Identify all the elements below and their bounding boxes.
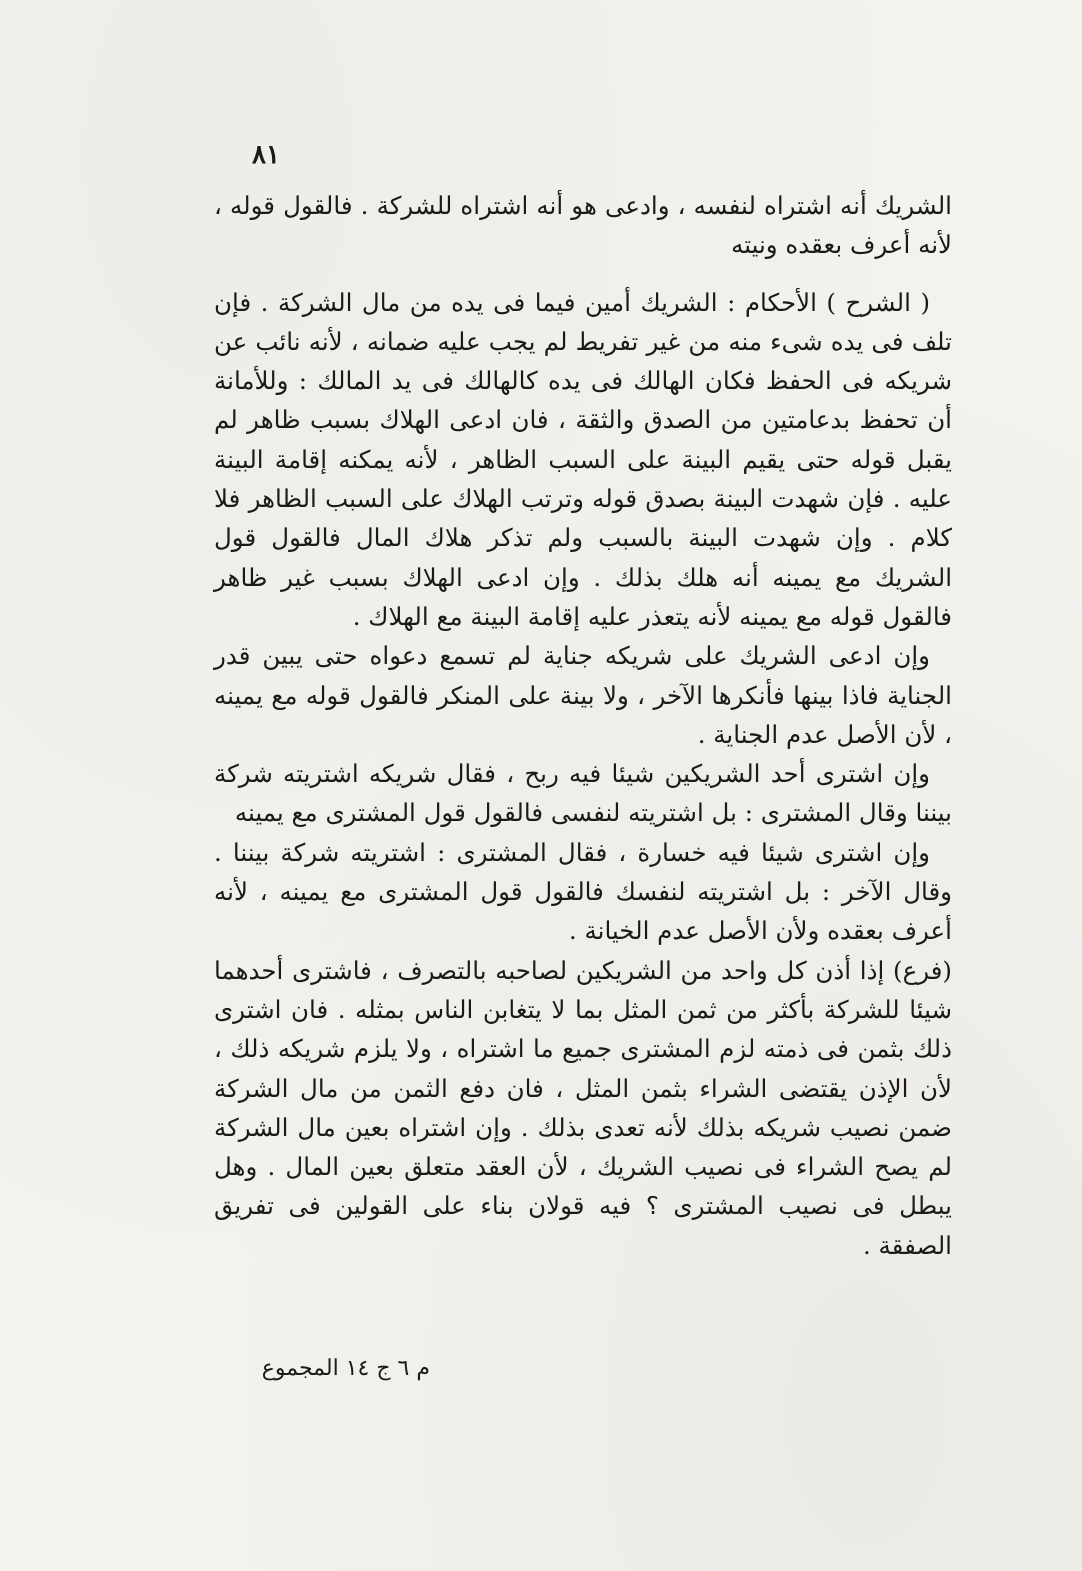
page-number: ٨١ [252, 140, 280, 170]
paragraph-khasara: وإن اشترى شيئا فيه خسارة ، فقال المشترى : اشتريته شركة بيننا . وقال الآخر : بل اشتريته لنفسك فالقول قول المشترى مع يمينه ، لأنه أعرف بعقده ولأن الأصل عدم الخيانة . [214, 837, 952, 946]
page-footer: م ٦ ج ١٤ المجموع [261, 1356, 430, 1381]
body-text [214, 186, 952, 1265]
paragraph-intro: الشريك أنه اشتراه لنفسه ، وادعى هو أنه اشتراه للشركة . فالقول قوله ، لأنه أعرف بعقده ونيته [214, 191, 952, 260]
paragraph-sharh-ahkam: ( الشرح ) الأحكام : الشريك أمين فيما فى يده من مال الشركة . فإن تلف فى يده شىء منه من غير تفريط لم يجب عليه ضمانه ، لأنه نائب عن شريكه فى الحفظ فكان الهالك فى يده كالهالك فى يد المالك : وللأمانة أن تحفظ بدعامتين من الصدق والثقة ، فان ادعى الهلاك بسبب ظاهر لم يقبل قوله حتى يقيم البينة على السبب الظاهر ، لأنه يمكنه إقامة البينة عليه . فإن شهدت البينة بصدق قوله وترتب الهلاك على السبب الظاهر فلا كلام . وإن شهدت البينة بالسبب ولم تذكر هلاك المال فالقول قول الشريك مع يمينه أنه هلك بذلك . وإن ادعى الهلاك بسبب غير ظاهر فالقول قوله مع يمينه لأنه يتعذر عليه إقامة البينة مع الهلاك . [214, 287, 952, 631]
paragraph-far: (فرع) إذا أذن كل واحد من الشريكين لصاحبه بالتصرف ، فاشترى أحدهما شيئا للشركة بأكثر من ثمن المثل بما لا يتغابن الناس بمثله . فان اشترى ذلك بثمن فى ذمته لزم المشترى جميع ما اشتراه ، ولا يلزم شريكه ذلك ، لأن الإذن يقتضى الشراء بثمن المثل ، فان دفع الثمن من مال الشركة ضمن نصيب شريكه بذلك لأنه تعدى بذلك . وإن اشتراه بعين مال الشركة لم يصح الشراء فى نصيب الشريك ، لأن العقد متعلق بعين المال . وهل يبطل فى نصيب المشترى ؟ فيه قولان بناء على القولين فى تفريق الصفقة . [214, 955, 952, 1260]
paragraph-ribh: وإن اشترى أحد الشريكين شيئا فيه ربح ، فقال شريكه اشتريته شركة بيننا وقال المشترى : بل اشتريته لنفسى فالقول قول المشترى مع يمينه [214, 759, 952, 828]
paragraph-jinaya: وإن ادعى الشريك على شريكه جناية لم تسمع دعواه حتى يبين قدر الجناية فاذا بينها فأنكرها الآخر ، ولا بينة على المنكر فالقول قوله مع يمينه ، لأن الأصل عدم الجناية . [214, 641, 952, 749]
